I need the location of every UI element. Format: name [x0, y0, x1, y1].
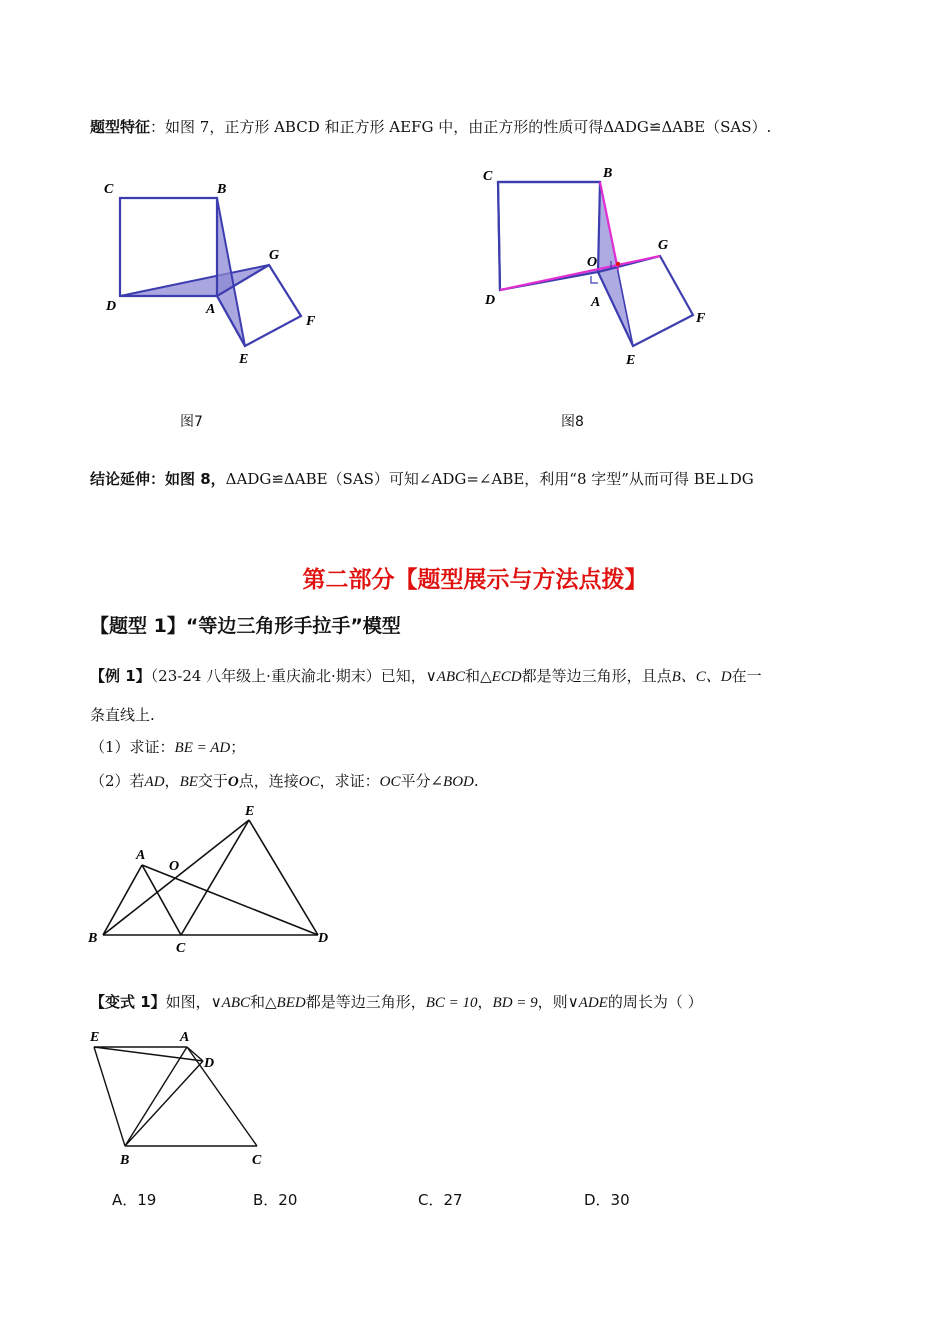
- q2-math-angle-bod: ∠BOD: [430, 774, 474, 790]
- variant1-math-abc: ∨ABC: [210, 995, 250, 1011]
- fig7-label-b: B: [217, 182, 227, 197]
- ex1-segment-ed: [249, 820, 318, 935]
- v1-label-b: B: [120, 1153, 130, 1168]
- q2-text-bisect: 平分: [400, 772, 431, 790]
- fig8-label-f: F: [696, 311, 706, 326]
- example1-question1: [90, 737, 245, 758]
- ex1-segment-ce: [181, 820, 249, 935]
- example1-text-equilateral: 都是等边三角形，且点: [521, 667, 672, 685]
- variant1-line: [90, 992, 703, 1013]
- q2-text-prove: ，求证：: [319, 772, 380, 790]
- section-title: 第二部分【题型展示与方法点拨】: [302, 567, 648, 593]
- option-c[interactable]: C．27: [418, 1191, 463, 1209]
- fig7-label-e: E: [239, 352, 249, 367]
- example1-text-and: 和: [465, 667, 481, 685]
- q2-period: .: [473, 772, 479, 790]
- figure-8-caption: 图8: [561, 414, 584, 430]
- example1-line2: 条直线上.: [90, 706, 155, 724]
- fig8-square-abcd: [498, 182, 600, 290]
- q1-prefix: （1）求证：: [90, 738, 175, 756]
- q2-text-intersect: 交于: [197, 772, 228, 790]
- variant1-text-equilateral: 都是等边三角形，: [305, 993, 426, 1011]
- example1-points: B、C、D: [671, 669, 732, 685]
- q2-math-oc-2: OC: [379, 774, 401, 790]
- ex1-label-a: A: [136, 848, 146, 863]
- q2-point-o: O: [227, 774, 239, 790]
- fig7-label-c: C: [104, 182, 114, 197]
- ex1-label-o: O: [169, 859, 180, 874]
- fig7-label-f: F: [306, 314, 316, 329]
- fig8-square-left: [498, 182, 500, 290]
- fig8-label-a: A: [591, 295, 601, 310]
- variant1-figure: [85, 1025, 285, 1170]
- figure-7-caption: 图7: [180, 414, 203, 430]
- feature-label: 题型特征: [90, 118, 151, 136]
- v1-label-d: D: [204, 1056, 215, 1071]
- variant1-text-perimeter: 的周长为（ ）: [607, 993, 703, 1011]
- example1-tag: 【例 1】: [90, 667, 151, 685]
- q1-math: BE = AD: [174, 740, 231, 756]
- fig8-label-c: C: [483, 169, 493, 184]
- q2-prefix: （2）若: [90, 772, 145, 790]
- ex1-label-b: B: [88, 931, 98, 946]
- q1-suffix: ；: [230, 738, 246, 756]
- fig8-label-g: G: [658, 238, 669, 253]
- example1-text-on: 在一: [731, 667, 762, 685]
- example1-question2: [90, 771, 479, 792]
- v1-segment-ab: [125, 1047, 187, 1146]
- fig8-intersection-point: [616, 262, 620, 266]
- ex1-label-e: E: [245, 804, 255, 819]
- option-a[interactable]: A．19: [112, 1191, 157, 1209]
- example1-math-ecd: △ECD: [480, 669, 522, 685]
- v1-label-a: A: [180, 1030, 190, 1045]
- variant1-comma: ，: [477, 993, 493, 1011]
- ex1-label-d: D: [318, 931, 329, 946]
- variant1-text-and: 和: [250, 993, 266, 1011]
- variant1-math-bc: BC = 10: [425, 995, 478, 1011]
- type1-title: 【题型 1】“等边三角形手拉手”模型: [90, 615, 401, 637]
- option-b[interactable]: B．20: [253, 1191, 298, 1209]
- fig8-right-angle-a: [591, 276, 598, 283]
- fig8-label-d: D: [485, 293, 496, 308]
- conclusion-line: [90, 469, 754, 489]
- v1-segment-ed: [94, 1047, 203, 1061]
- q2-math-be: BE: [179, 774, 198, 790]
- v1-segment-bd: [125, 1061, 203, 1146]
- fig8-label-o: O: [587, 255, 598, 270]
- ex1-segment-ba: [103, 865, 142, 935]
- q2-comma: ，: [164, 772, 180, 790]
- q2-text-connect: 点，连接: [238, 772, 299, 790]
- q2-math-ad: AD: [144, 774, 165, 790]
- fig8-label-b: B: [603, 166, 613, 181]
- variant1-math-bd: BD = 9: [492, 995, 538, 1011]
- fig8-label-e: E: [626, 353, 636, 368]
- fig7-label-g: G: [269, 248, 280, 263]
- example1-math-abc: ∨ABC: [425, 669, 466, 685]
- figure-7: [95, 170, 335, 370]
- variant1-math-bed: △BED: [265, 995, 306, 1011]
- fig7-label-d: D: [106, 299, 117, 314]
- variant1-text-then: ，则: [537, 993, 568, 1011]
- variant1-text-figure: 如图，: [165, 993, 211, 1011]
- ex1-label-c: C: [176, 941, 186, 956]
- figure-8: [475, 160, 715, 375]
- example1-figure: [85, 800, 345, 960]
- ex1-segment-ad: [142, 865, 318, 935]
- feature-text: ：如图 7，正方形 ABCD 和正方形 AEFG 中，由正方形的性质可得ΔADG≌ΔABE（SAS）.: [150, 118, 772, 136]
- conclusion-label: 结论延伸：如图 8，: [90, 470, 226, 488]
- fig7-triangle-adg: [120, 265, 269, 296]
- example1-line1: [90, 666, 762, 687]
- option-d[interactable]: D．30: [584, 1191, 630, 1209]
- variant1-tag: 【变式 1】: [90, 993, 166, 1011]
- v1-segment-eb: [94, 1047, 125, 1146]
- example1-source: （23-24 八年级上·重庆渝北·期末）已知，: [150, 667, 426, 685]
- v1-label-e: E: [90, 1030, 100, 1045]
- conclusion-text: ΔADG≌ΔABE（SAS）可知∠ADG=∠ABE，利用“8 字型”从而可得 BE⊥DG: [225, 470, 754, 488]
- fig8-segment-dg: [500, 256, 660, 290]
- variant1-math-ade: ∨ADE: [567, 995, 608, 1011]
- feature-line: [90, 117, 771, 137]
- v1-label-c: C: [252, 1153, 262, 1168]
- fig7-label-a: A: [206, 302, 216, 317]
- q2-math-oc: OC: [298, 774, 320, 790]
- v1-segment-ac: [187, 1047, 257, 1146]
- ex1-segment-be: [103, 820, 249, 935]
